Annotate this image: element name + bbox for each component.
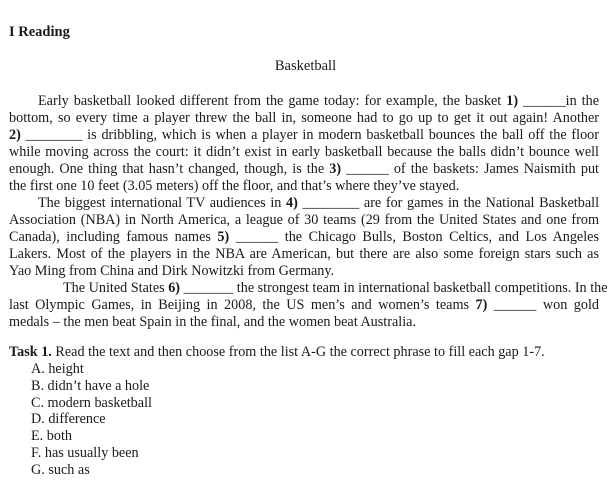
text-segment: Early basketball looked different from the game today: for example, the basket [38, 93, 507, 109]
text-line [9, 127, 599, 144]
section-heading: I Reading [9, 24, 70, 40]
text-segment: Canada), including famous names [9, 229, 218, 245]
gap-number: 3) [329, 161, 342, 177]
text-line [9, 93, 599, 110]
gap-number: 7) [475, 297, 488, 313]
option-item: C. modern basketball [31, 394, 152, 411]
text-segment: ________ is dribbling, which is when a player in modern basketball bounces the ball off the floor [20, 127, 599, 143]
text-segment: The United States [63, 280, 169, 296]
option-item: A. height [31, 361, 84, 377]
option-item: E. both [31, 428, 72, 445]
text-segment: ______ won gold [487, 297, 599, 313]
option-item: G. such as [31, 461, 90, 478]
text-segment: Lakers. Most of the players in the NBA are American, but there are also some foreign stars such as [9, 246, 599, 262]
text-line [9, 144, 599, 161]
text-line [9, 229, 599, 246]
gap-number: 2) [9, 127, 21, 143]
text-segment: Association (NBA) in North America, a league of 30 teams (29 from the United States and one from [9, 212, 599, 228]
gap-number: 1) [506, 93, 519, 109]
text-segment: the first one 10 feet (3.05 meters) off the floor, and that’s where they’ve stayed. [9, 178, 460, 194]
gap-number: 6) [168, 280, 181, 296]
text-line [9, 314, 599, 331]
text-segment: last Olympic Games, in Beijing in 2008, the US men’s and women’s teams [9, 297, 476, 313]
text-segment: ______ the Chicago Bulls, Boston Celtics, and Los Angeles [229, 229, 599, 245]
text-line [9, 280, 608, 297]
text-line [9, 297, 599, 314]
option-item: B. didn’t have a hole [31, 377, 150, 394]
text-line [9, 246, 599, 263]
option-item: F. has usually been [31, 444, 139, 461]
text-line [9, 212, 599, 229]
task-instruction [9, 344, 604, 361]
text-line [9, 263, 599, 280]
text-segment: Yao Ming from China and Dirk Nowitzki from Germany. [9, 263, 335, 279]
text-segment: ______in the [518, 93, 599, 109]
article-title: Basketball [274, 58, 337, 74]
text-line [9, 110, 599, 127]
text-segment: while moving across the court: it didn’t exist in early basketball because the balls didn’t bounce well [9, 144, 599, 160]
task-text: Read the text and then choose from the list A-G the correct phrase to fill each gap 1-7. [51, 344, 545, 360]
text-segment: enough. One thing that hasn’t changed, though, is the [9, 161, 330, 177]
text-line [9, 161, 599, 178]
gap-number: 5) [217, 229, 230, 245]
text-segment: bottom, so every time a player threw the ball in, someone had to go up to get it out again! Another [9, 110, 599, 126]
option-item: D. difference [31, 411, 106, 428]
answer-options [31, 361, 152, 479]
text-segment: ______ of the baskets: James Naismith put [341, 161, 599, 177]
text-line [9, 195, 599, 212]
text-segment: The biggest international TV audiences in [38, 195, 287, 211]
text-segment: _______ the strongest team in international basketball competitions. In the [180, 280, 608, 296]
task-label: Task 1. [9, 344, 52, 360]
text-segment: ________ are for games in the National Basketball [297, 195, 600, 211]
text-segment: medals – the men beat Spain in the final, and the women beat Australia. [9, 314, 416, 330]
text-line [9, 178, 599, 195]
article-body [9, 93, 608, 331]
gap-number: 4) [286, 195, 298, 211]
